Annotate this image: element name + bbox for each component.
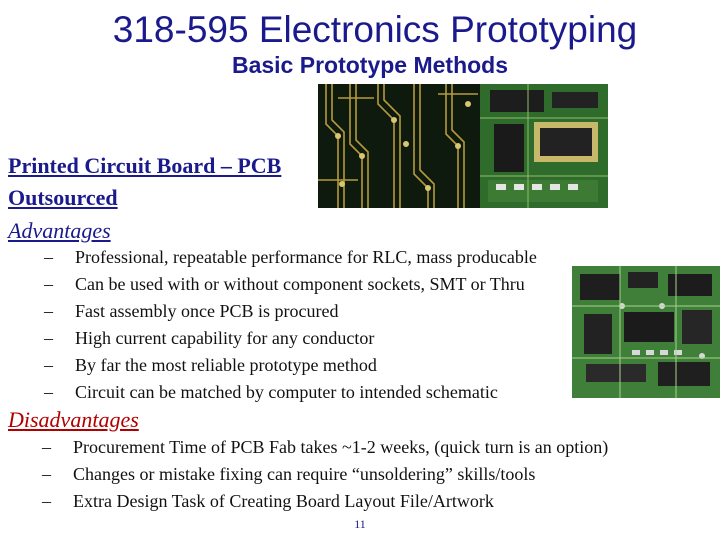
disadvantages-label: Disadvantages — [8, 407, 139, 432]
slide-subtitle: Basic Prototype Methods — [231, 52, 509, 78]
advantage-text: Can be used with or without component sockets, SMT or Thru — [75, 274, 525, 294]
dash-bullet: – — [42, 464, 51, 484]
dash-bullet: – — [44, 247, 53, 267]
heading-outsourced: Outsourced — [8, 185, 118, 210]
heading-pcb: Printed Circuit Board – PCB — [8, 153, 282, 178]
dash-bullet: – — [44, 301, 53, 321]
advantage-text: Circuit can be matched by computer to intended schematic — [75, 382, 498, 402]
slide-title: 318-595 Electronics Prototyping — [112, 9, 638, 50]
page-number: 11 — [354, 517, 366, 531]
dash-bullet: – — [42, 437, 51, 457]
advantage-text: By far the most reliable prototype method — [75, 355, 377, 375]
advantage-text: Professional, repeatable performance for RLC, mass producable — [75, 247, 537, 267]
disadvantage-text: Procurement Time of PCB Fab takes ~1-2 weeks, (quick turn is an option) — [73, 437, 609, 457]
dash-bullet: – — [42, 491, 51, 511]
pcb-photo-top-graphic — [318, 84, 608, 208]
pcb-photo-right-graphic — [572, 266, 720, 398]
advantages-label: Advantages — [8, 218, 111, 243]
pcb-photo-right — [572, 266, 720, 398]
dash-bullet: – — [44, 274, 53, 294]
advantage-text: Fast assembly once PCB is procured — [75, 301, 339, 321]
pcb-photo-top — [318, 84, 608, 208]
dash-bullet: – — [44, 382, 53, 402]
dash-bullet: – — [44, 328, 53, 348]
advantage-text: High current capability for any conductor — [75, 328, 375, 348]
disadvantage-text: Changes or mistake fixing can require “unsoldering” skills/tools — [73, 464, 536, 484]
disadvantage-text: Extra Design Task of Creating Board Layout File/Artwork — [73, 491, 494, 511]
dash-bullet: – — [44, 355, 53, 375]
